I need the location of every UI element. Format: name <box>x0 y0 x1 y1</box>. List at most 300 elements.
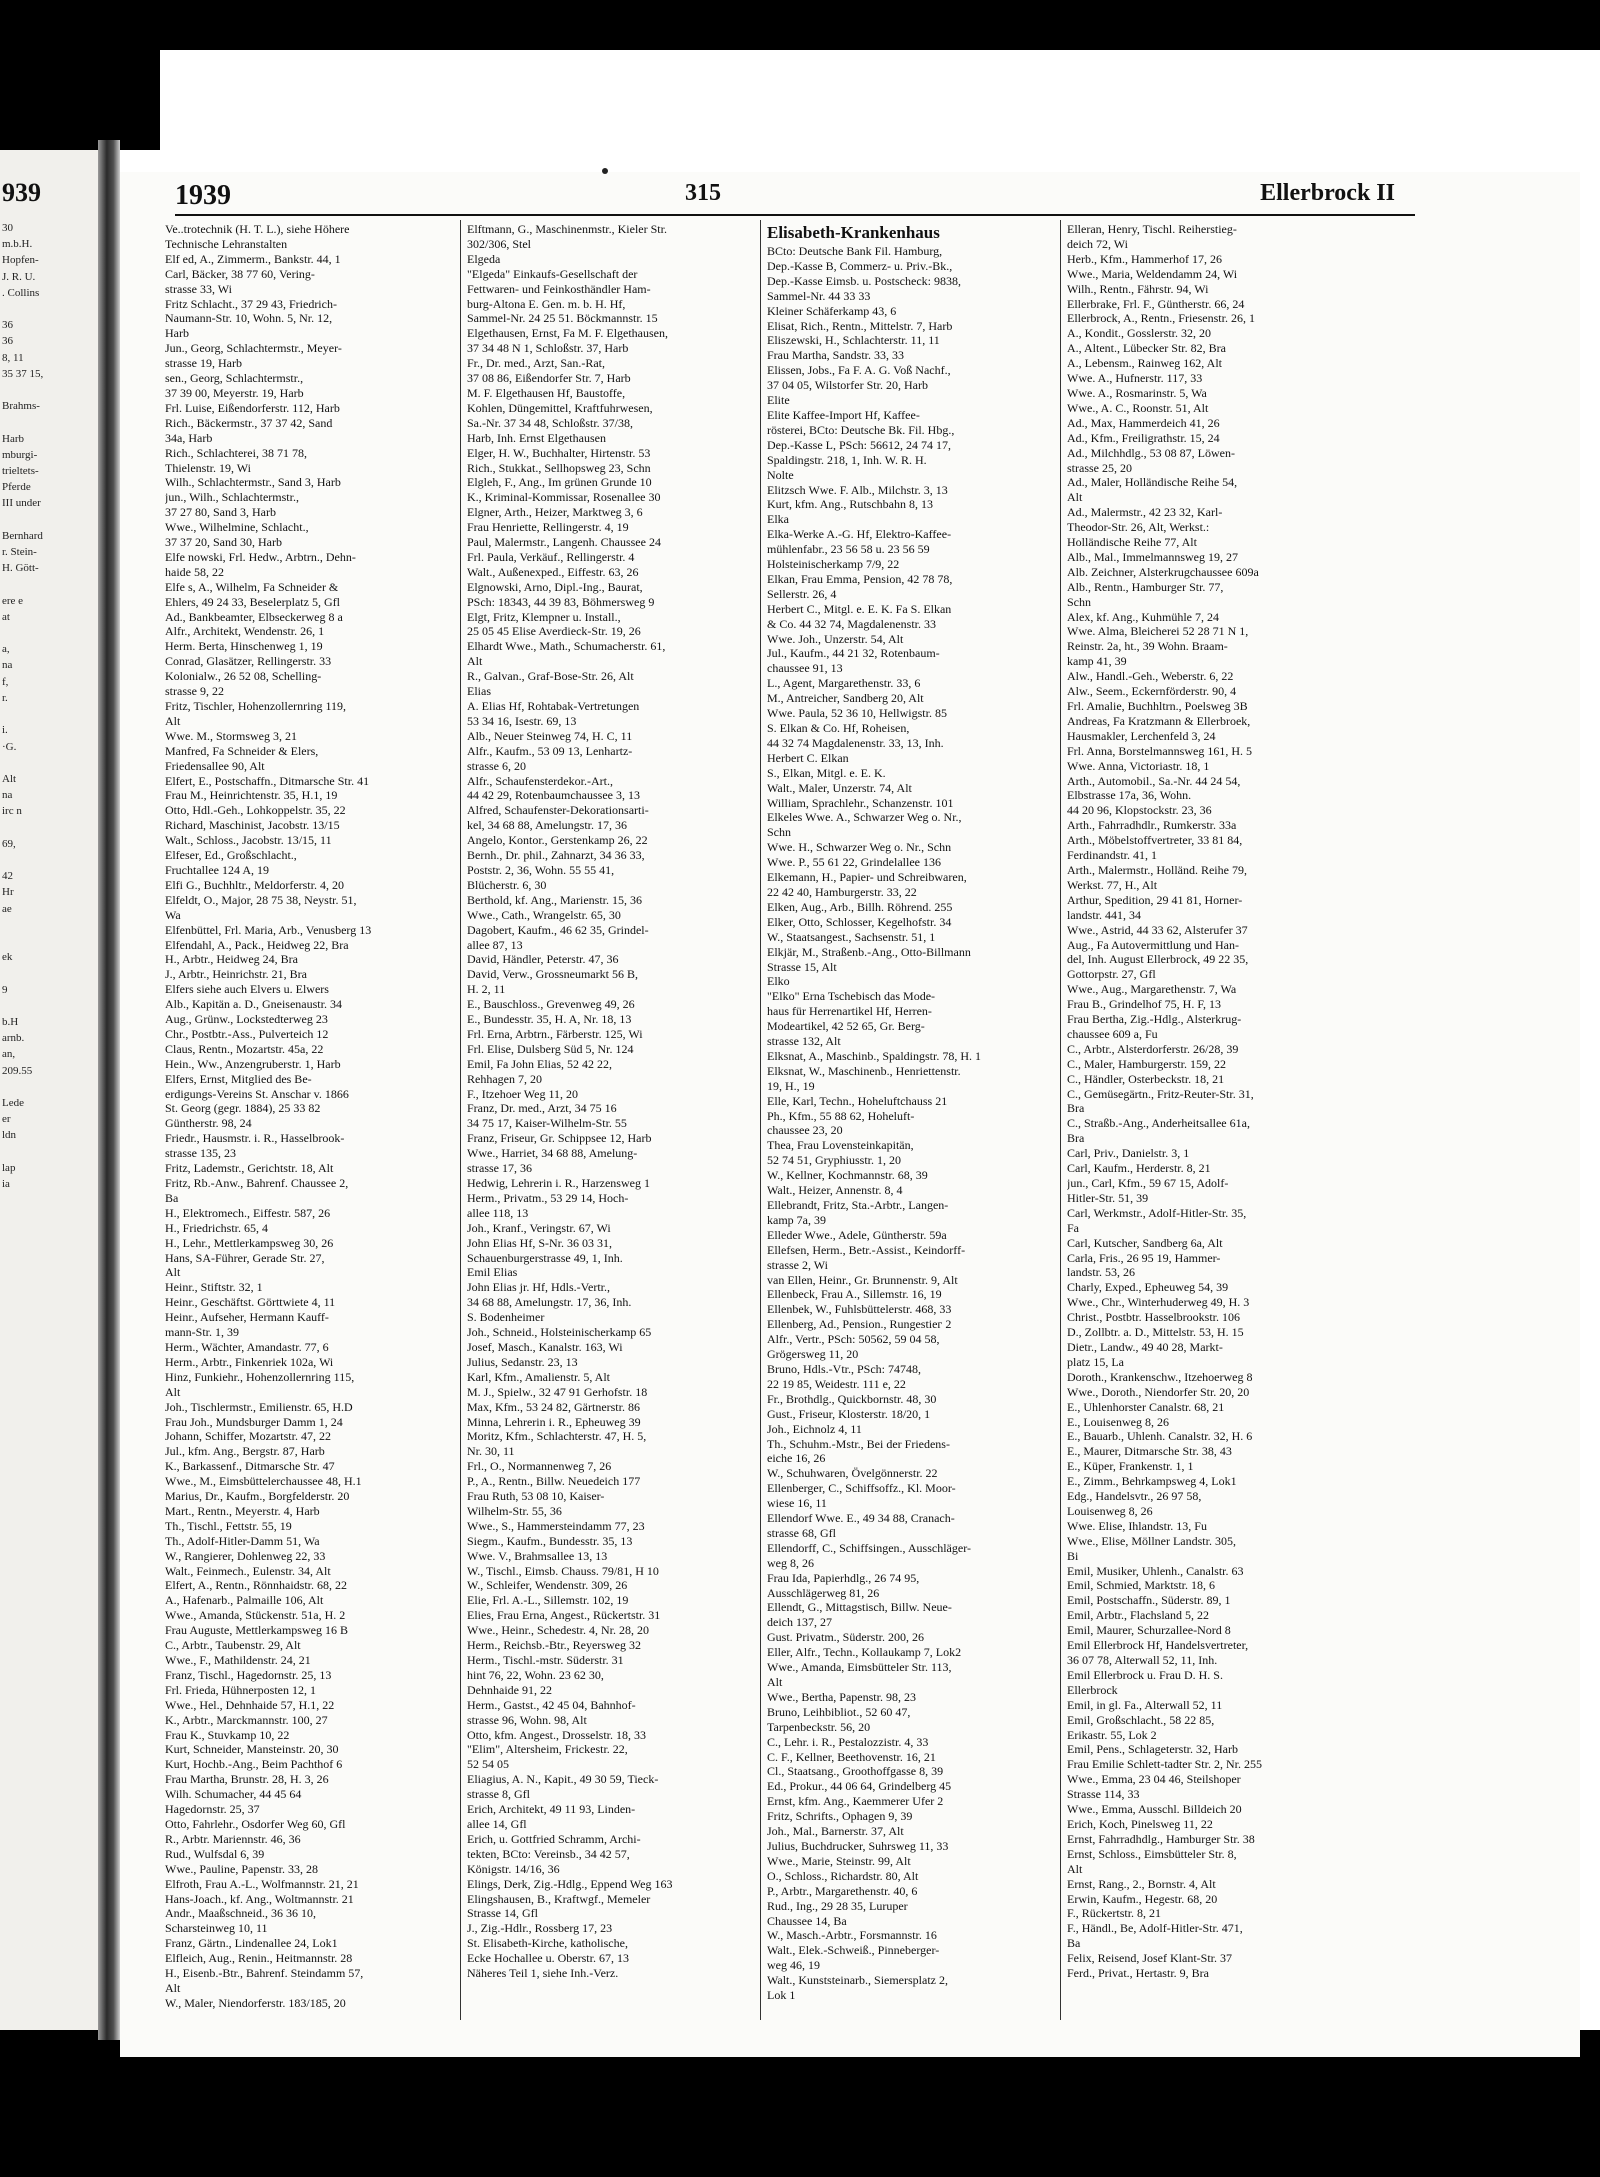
directory-entry-line: Elfe nowski, Frl. Hedw., Arbtrn., Dehn- <box>165 549 356 564</box>
directory-entry-line: Ellendorf Wwe. E., 49 34 88, Cranach- <box>767 1511 955 1526</box>
directory-entry-line: Bra <box>1067 1101 1085 1116</box>
directory-entry-line: Ed., Prokur., 44 06 64, Grindelberg 45 <box>767 1779 952 1794</box>
directory-entry-line: Elitzsch Wwe. F. Alb., Milchstr. 3, 13 <box>767 482 948 497</box>
directory-entry-line: Lok 1 <box>767 1988 796 2003</box>
directory-entry-line: 37 27 80, Sand 3, Harb <box>165 505 276 520</box>
prev-page-line <box>2 933 98 949</box>
directory-entry-line: strasse 2, Wi <box>767 1257 828 1272</box>
directory-entry-line: jun., Wilh., Schlachtermstr., <box>165 490 299 505</box>
directory-entry-line: Elgethausen, Ernst, Fa M. F. Elgethausen, <box>467 326 669 341</box>
directory-entry-line: Johann, Schiffer, Mozartstr. 47, 22 <box>165 1429 331 1444</box>
directory-entry-line: 302/306, Stel <box>467 236 532 251</box>
prev-page-line: ·G. <box>2 740 17 753</box>
directory-entry-line: Friedr., Hausmstr. i. R., Hasselbrook- <box>165 1131 345 1146</box>
directory-entry-line: landstr. 53, 26 <box>1067 1265 1135 1280</box>
directory-entry-line: chaussee 609 a, Fu <box>1067 1026 1158 1041</box>
directory-entry-line: Strasse 15, Alt <box>767 959 837 974</box>
directory-entry-line: Elger, H. W., Buchhalter, Hirtenstr. 53 <box>467 445 651 460</box>
directory-entry-line: Frl. Amalie, Buchhltrn., Poelsweg 3B <box>1067 699 1248 713</box>
directory-entry-line: Ellerbrock <box>1067 1682 1118 1697</box>
directory-entry-line: Elgleh, F., Ang., Im grünen Grunde 10 <box>467 475 652 490</box>
directory-entry-line: Fritz, Schrifts., Ophagen 9, 39 <box>767 1809 913 1824</box>
directory-entry-line: David, Händler, Peterstr. 47, 36 <box>467 952 619 967</box>
directory-entry-line: Ellefsen, Herm., Betr.-Assist., Keindorff- <box>767 1242 966 1257</box>
directory-entry-line: Cl., Staatsang., Groothoffgasse 8, 39 <box>767 1764 944 1779</box>
directory-entry-line: Carl, Kutscher, Sandberg 6a, Alt <box>1067 1235 1223 1250</box>
directory-entry-line: "Elim", Altersheim, Frickestr. 22, <box>467 1742 628 1757</box>
prev-page-line <box>2 917 98 933</box>
directory-entry-line: Herbert C., Mitgl. e. E. K. Fa S. Elkan <box>767 601 952 616</box>
prev-page-line: 35 37 15, <box>2 367 44 380</box>
directory-entry-line: Elie, Frl. A.-L., Sillemstr. 102, 19 <box>467 1593 629 1608</box>
directory-entry-line: rösterei, BCto: Deutsche Bk. Fil. Hbg., <box>767 422 955 437</box>
directory-entry-line: Blücherstr. 6, 30 <box>467 877 547 892</box>
directory-entry-line: platz 15, La <box>1067 1354 1124 1369</box>
directory-entry-line: W., Rangierer, Dohlenweg 22, 33 <box>165 1548 326 1563</box>
directory-entry-line: Ba <box>1067 1936 1081 1951</box>
directory-entry-line: Ellendt, G., Mittagstisch, Billw. Neue- <box>767 1600 952 1615</box>
directory-entry-line: Bi <box>1067 1548 1079 1563</box>
directory-entry-line: Wwe., Wilhelmine, Schlacht., <box>165 520 309 535</box>
directory-entry-line: Emil Elias <box>467 1265 518 1280</box>
directory-entry-line: K., Kriminal-Kommissar, Rosenallee 30 <box>467 490 661 505</box>
directory-entry-line: Otto, Hdl.-Geh., Lohkoppelstr. 35, 22 <box>165 803 346 818</box>
prev-page-line: Bernhard <box>2 529 43 542</box>
directory-entry-line: S. Bodenheimer <box>467 1310 545 1325</box>
prev-page-line: r. <box>2 691 8 704</box>
directory-entry-line: Alt <box>165 1384 181 1399</box>
directory-entry-line: 37 04 05, Wilstorfer Str. 20, Harb <box>767 378 928 393</box>
directory-entry-line: Frl. Elise, Dulsberg Süd 5, Nr. 124 <box>467 1041 634 1056</box>
directory-entry-line: Elfleich, Aug., Renin., Heitmannstr. 28 <box>165 1951 353 1966</box>
directory-entry-line: wiese 16, 11 <box>767 1496 827 1511</box>
directory-entry-line: Christ., Postbtr. Hasselbrookstr. 106 <box>1067 1310 1241 1325</box>
directory-entry-line: R., Galvan., Graf-Bose-Str. 26, Alt <box>467 669 634 684</box>
directory-entry-line: W., Tischl., Eimsb. Chauss. 79/81, H 10 <box>467 1563 659 1578</box>
prev-page-line: er <box>2 1113 11 1126</box>
directory-entry-line: 34 68 88, Amelungstr. 17, 36, Inh. <box>467 1295 632 1310</box>
directory-entry-line: Ferd., Privat., Hertastr. 9, Bra <box>1067 1966 1209 1981</box>
directory-entry-line: Schn <box>767 825 791 840</box>
directory-entry-line: Franz, Friseur, Gr. Schippsee 12, Harb <box>467 1131 652 1146</box>
directory-entry-line: Elias <box>467 684 491 699</box>
directory-entry-line: M., Antreicher, Sandberg 20, Alt <box>767 691 924 706</box>
directory-entry-line: W., Maler, Niendorferstr. 183/185, 20 <box>165 1995 346 2010</box>
directory-entry-line: 22 42 40, Hamburgerstr. 33, 22 <box>767 884 917 899</box>
directory-entry-line: Elfeldt, O., Major, 28 75 38, Neystr. 51, <box>165 892 357 907</box>
prev-page-line <box>2 706 98 722</box>
directory-entry-line: Alt <box>1067 490 1083 505</box>
directory-entry-line: Elite Kaffee-Import Hf, Kaffee- <box>767 407 920 422</box>
directory-entry-line: Elkemann, H., Papier- und Schreibwaren, <box>767 870 967 885</box>
directory-entry-line: Holsteinischerkamp 7/9, 22 <box>767 557 900 572</box>
directory-entry-line: Gust. Privatm., Süderstr. 200, 26 <box>767 1630 925 1645</box>
directory-entry-line: Louisenweg 8, 26 <box>1067 1503 1153 1518</box>
directory-entry-line: Elfeser, Ed., Großschlacht., <box>165 848 297 863</box>
directory-entry-line: 44 32 74 Magdalenenstr. 33, 13, Inh. <box>767 735 944 750</box>
directory-entry-line: W., Schuhwaren, Övelgönnerstr. 22 <box>767 1466 938 1481</box>
directory-entry-line: H., Friedrichstr. 65, 4 <box>165 1220 268 1235</box>
prev-page-line: ere e <box>2 594 24 607</box>
directory-page <box>120 172 1580 2057</box>
directory-entry-line: Elgnowski, Arno, Dipl.-Ing., Baurat, <box>467 579 643 594</box>
directory-entry-line: Elite <box>767 393 790 408</box>
directory-entry-line: chaussee 23, 20 <box>767 1123 843 1138</box>
directory-entry-line: E., Uhlenhorster Canalstr. 68, 21 <box>1067 1399 1225 1414</box>
directory-entry-line: Ad., Kfm., Freiligrathstr. 15, 24 <box>1067 430 1220 445</box>
directory-entry-line: C., Arbtr., Taubenstr. 29, Alt <box>165 1638 301 1653</box>
prev-page-line: lap <box>2 1161 16 1174</box>
directory-entry-line: kamp 41, 39 <box>1067 654 1127 669</box>
directory-entry-line: Wwe., A. C., Roonstr. 51, Alt <box>1067 400 1209 415</box>
directory-entry-line: Wwe., Marie, Steinstr. 99, Alt <box>767 1853 911 1868</box>
directory-entry-line: Rich., Stukkat., Sellhopsweg 23, Schn <box>467 460 651 475</box>
directory-entry-line: Frl. Paula, Verkäuf., Rellingerstr. 4 <box>467 549 635 564</box>
directory-entry-line: allee 118, 13 <box>467 1205 529 1220</box>
directory-entry-line: Doroth., Krankenschw., Itzehoerweg 8 <box>1067 1369 1253 1384</box>
directory-entry-line: Wwe. Paula, 52 36 10, Hellwigstr. 85 <box>767 706 947 721</box>
directory-entry-line: Elgt, Fritz, Klempner u. Install., <box>467 609 621 624</box>
directory-entry-line: 37 39 00, Meyerstr. 19, Harb <box>165 385 304 400</box>
directory-entry-line: Königstr. 14/16, 36 <box>467 1861 560 1876</box>
directory-entry-line: Ernst, Fahrradhdlg., Hamburger Str. 38 <box>1067 1831 1255 1846</box>
directory-entry-line: kel, 34 68 88, Amelungstr. 17, 36 <box>467 818 627 833</box>
prev-page-line: 8, 11 <box>2 351 24 364</box>
prev-page-line: ldn <box>2 1129 17 1142</box>
prev-page-line <box>2 1144 98 1160</box>
directory-entry-line: Herbert C. Elkan <box>767 750 849 765</box>
directory-entry-line: Emil, Maurer, Schurzallee-Nord 8 <box>1067 1623 1231 1638</box>
directory-entry-line: Gust., Friseur, Klosterstr. 18/20, 1 <box>767 1406 931 1421</box>
directory-entry-line: mühlenfabr., 23 56 58 u. 23 56 59 <box>767 542 930 557</box>
directory-entry-line: Aug., Fa Autovermittlung und Han- <box>1067 937 1239 952</box>
directory-entry-line: Alfred, Schaufenster-Dekorationsarti- <box>467 803 649 818</box>
directory-entry-line: Alt <box>165 1265 181 1280</box>
directory-entry-line: Gottorpstr. 27, Gfl <box>1067 967 1156 982</box>
directory-entry-line: A., Lebensm., Rainweg 162, Alt <box>1067 356 1222 371</box>
directory-entry-line: Wwe. V., Brahmsallee 13, 13 <box>467 1548 608 1563</box>
directory-entry-line: Ellerbrock, A., Rentn., Friesenstr. 26, 1 <box>1067 311 1255 326</box>
directory-entry-line: 34 75 17, Kaiser-Wilhelm-Str. 55 <box>467 1116 627 1131</box>
prev-page-line: ae <box>2 902 12 915</box>
directory-entry-line: Elksnat, W., Maschinenb., Henriettenstr. <box>767 1063 961 1078</box>
directory-entry-line: Wwe. A., Rosmarinstr. 5, Wa <box>1067 385 1207 400</box>
directory-entry-line: strasse 17, 36 <box>467 1161 532 1176</box>
directory-entry-line: Ellenberger, C., Schiffsoffz., Kl. Moor- <box>767 1481 956 1496</box>
directory-entry-line: Eliszewski, H., Schlachterstr. 11, 11 <box>767 333 940 348</box>
directory-entry-line: P., Arbtr., Margarethenstr. 40, 6 <box>767 1883 918 1898</box>
directory-entry-line: Elleran, Henry, Tischl. Reiherstieg- <box>1067 222 1237 236</box>
directory-entry-line: 44 42 29, Rotenbaumchaussee 3, 13 <box>467 788 640 803</box>
directory-entry-line: Strasse 114, 33 <box>1067 1787 1140 1802</box>
directory-entry-line: Kohlen, Düngemittel, Kraftfuhrwesen, <box>467 400 653 415</box>
directory-entry-line: Alfr., Kaufm., 53 09 13, Lenhartz- <box>467 743 633 758</box>
directory-entry-line: Carl, Priv., Danielstr. 3, 1 <box>1067 1146 1190 1161</box>
directory-entry-line: H., Arbtr., Heidweg 24, Bra <box>165 952 298 967</box>
directory-entry-line: 52 74 51, Gryphiusstr. 1, 20 <box>767 1153 902 1168</box>
directory-entry-line: Elfert, E., Postschaffn., Ditmarsche Str. 41 <box>165 773 370 788</box>
directory-entry-line: 44 20 96, Klopstockstr. 23, 36 <box>1067 803 1212 818</box>
directory-entry-line: Elkan, Frau Emma, Pension, 42 78 78, <box>767 571 953 586</box>
directory-entry-line: Technische Lehranstalten <box>165 236 288 251</box>
directory-entry-line: Conrad, Glasätzer, Rellingerstr. 33 <box>165 654 332 669</box>
directory-entry-line: Joh., Kranf., Veringstr. 67, Wi <box>467 1220 611 1235</box>
prev-page-line <box>2 852 98 868</box>
directory-entry-line: W., Schleifer, Wendenstr. 309, 26 <box>467 1578 628 1593</box>
directory-entry-line: 53 34 16, Isestr. 69, 13 <box>467 713 577 728</box>
directory-entry-line: Wwe., Harriet, 34 68 88, Amelung- <box>467 1146 638 1161</box>
directory-entry-line: Elken, Aug., Arb., Billh. Röhrend. 255 <box>767 899 953 914</box>
directory-entry-line: strasse 132, Alt <box>767 1034 841 1049</box>
directory-entry-line: Richard, Maschinist, Jacobstr. 13/15 <box>165 818 340 833</box>
directory-entry-line: Bra <box>1067 1131 1085 1146</box>
column-divider <box>1060 220 1061 2020</box>
directory-entry-line: C., Gemüsegärtn., Fritz-Reuter-Str. 31, <box>1067 1086 1254 1101</box>
directory-entry-line: Elfenbüttel, Frl. Maria, Arb., Venusberg 13 <box>165 922 372 937</box>
directory-entry-line: Frau M., Heinrichtenstr. 35, H.1, 19 <box>165 788 338 803</box>
directory-entry-line: Bernh., Dr. phil., Zahnarzt, 34 36 33, <box>467 848 645 863</box>
prev-page-line: ia <box>2 1177 10 1190</box>
column-3 <box>767 222 1055 2022</box>
directory-entry-line: Moritz, Kfm., Schlachterstr. 47, H. 5, <box>467 1429 647 1444</box>
directory-entry-line: Elfe s, A., Wilhelm, Fa Schneider & <box>165 579 339 594</box>
prev-page-line <box>2 965 98 981</box>
directory-entry-line: Emil, Musiker, Uhlenh., Canalstr. 63 <box>1067 1563 1244 1578</box>
directory-entry-line: E., Maurer, Ditmarsche Str. 38, 43 <box>1067 1444 1232 1459</box>
directory-entry-line: E., Bauarb., Uhlenh. Canalstr. 32, H. 6 <box>1067 1429 1253 1444</box>
directory-entry-line: Heinr., Aufseher, Hermann Kauff- <box>165 1310 329 1325</box>
directory-entry-line: strasse 8, Gfl <box>467 1787 530 1802</box>
directory-entry-line: strasse 96, Wohn. 98, Alt <box>467 1712 587 1727</box>
directory-entry-line: Erwin, Kaufm., Hegestr. 68, 20 <box>1067 1891 1218 1906</box>
directory-entry-line: strasse 19, Harb <box>165 356 242 371</box>
directory-entry-line: Güntherstr. 98, 24 <box>165 1116 252 1131</box>
directory-entry-line: Ad., Max, Hammerdeich 41, 26 <box>1067 415 1220 430</box>
directory-entry-line: Eliagius, A. N., Kapit., 49 30 59, Tieck- <box>467 1772 659 1787</box>
directory-entry-line: Walt., Feinmech., Eulenstr. 34, Alt <box>165 1563 331 1578</box>
directory-entry-line: Frl. Luise, Eißendorferstr. 112, Harb <box>165 400 340 415</box>
directory-entry-line: Wwe., Emma, Ausschl. Billdeich 20 <box>1067 1802 1242 1817</box>
directory-entry-line: Ad., Malermstr., 42 23 32, Karl- <box>1067 505 1223 520</box>
directory-entry-line: Elfers, Ernst, Mitglied des Be- <box>165 1071 312 1086</box>
directory-entry-line: Heinr., Stiftstr. 32, 1 <box>165 1280 263 1295</box>
directory-entry-line: Ecke Hochallee u. Oberstr. 67, 13 <box>467 1951 629 1966</box>
directory-entry-line: Elgner, Arth., Heizer, Marktweg 3, 6 <box>467 505 643 520</box>
directory-entry-line: Otto, Fahrlehr., Osdorfer Weg 60, Gfl <box>165 1816 346 1831</box>
directory-entry-line: Frau Henriette, Rellingerstr. 4, 19 <box>467 520 629 535</box>
directory-entry-line: Ellenberg, Ad., Pension., Rungestiег 2 <box>767 1317 952 1332</box>
directory-entry-line: E., Bauschloss., Grevenweg 49, 26 <box>467 997 635 1012</box>
directory-entry-line: 37 08 86, Eißendorfer Str. 7, Harb <box>467 371 631 386</box>
directory-entry-line: haide 58, 22 <box>165 564 224 579</box>
prev-page-line: 9 <box>2 983 8 996</box>
directory-entry-line: Arthur, Spedition, 29 41 81, Horner- <box>1067 892 1243 907</box>
directory-entry-line: Joh., Eichnolz 4, 11 <box>767 1421 862 1436</box>
directory-entry-line: Wwe., Doroth., Niendorfer Str. 20, 20 <box>1067 1384 1250 1399</box>
directory-entry-line: H., Elektromech., Eiffestr. 587, 26 <box>165 1205 331 1220</box>
directory-entry-line: Elka-Werke A.-G. Hf, Elektro-Kaffee- <box>767 527 952 542</box>
directory-entry-line: Ba <box>165 1190 179 1205</box>
directory-entry-line: Erich, Architekt, 49 11 93, Linden- <box>467 1802 636 1817</box>
directory-entry-line: chaussee 91, 13 <box>767 661 843 676</box>
directory-entry-line: Ellendorff, C., Schiffsingen., Ausschläger- <box>767 1540 971 1555</box>
directory-entry-line: 37 34 48 N 1, Schloßstr. 37, Harb <box>467 341 629 356</box>
directory-entry-line: Wwe., Pauline, Papenstr. 33, 28 <box>165 1861 318 1876</box>
directory-entry-line: Alfr., Vertr., PSch: 50562, 59 04 58, <box>767 1332 940 1347</box>
directory-entry-line: Frau Martha, Brunstr. 28, H. 3, 26 <box>165 1772 329 1787</box>
directory-entry-line: Elkeles Wwe. A., Schwarzer Weg o. Nr., <box>767 810 962 825</box>
directory-entry-line: Wa <box>165 907 181 922</box>
directory-entry-line: jun., Carl, Kfm., 59 67 15, Adolf- <box>1067 1176 1229 1190</box>
directory-entry-line: A., Altent., Lübecker Str. 82, Bra <box>1067 341 1226 356</box>
directory-entry-line: 36 07 78, Alterwall 52, 11, Inh. <box>1067 1653 1218 1667</box>
directory-entry-line: Emil Ellerbrock Hf, Handelsvertreter, <box>1067 1638 1249 1653</box>
directory-entry-line: Andreas, Fa Kratzmann & Ellerbroek, <box>1067 713 1251 728</box>
directory-entry-line: M. J., Spielw., 32 47 91 Gerhofstr. 18 <box>467 1384 648 1399</box>
directory-entry-line: E., Louisenweg 8, 26 <box>1067 1414 1169 1429</box>
directory-entry-line: St. Georg (gegr. 1884), 25 33 82 <box>165 1101 321 1116</box>
directory-entry-line: strasse 135, 23 <box>165 1146 236 1161</box>
directory-entry-line: Carl, Kaufm., Herderstr. 8, 21 <box>1067 1161 1211 1176</box>
directory-entry-line: Berthold, kf. Ang., Marienstr. 15, 36 <box>467 892 642 907</box>
prev-page-line: Hr <box>2 886 14 899</box>
directory-entry-line: Holländische Reihe 77, Alt <box>1067 535 1197 550</box>
directory-entry-line: Ellenbek, W., Fuhlsbüttelerstr. 468, 33 <box>767 1302 952 1317</box>
directory-entry-line: "Elko" Erna Tschebisch das Mode- <box>767 989 936 1004</box>
directory-entry-line: Alex, kf. Ang., Kuhmühle 7, 24 <box>1067 609 1219 624</box>
directory-entry-line: sen., Georg, Schlachtermstr., <box>165 371 304 386</box>
prev-page-line: 69, <box>2 837 16 850</box>
directory-entry-line: Wwe., Astrid, 44 33 62, Alsterufer 37 <box>1067 922 1248 937</box>
directory-entry-line: Alb., Neuer Steinweg 74, H. C, 11 <box>467 728 633 743</box>
directory-entry-line: Wwe. A., Hufnerstr. 117, 33 <box>1067 371 1203 386</box>
directory-entry-line: Elissen, Jobs., Fa F. A. G. Voß Nachf., <box>767 363 951 378</box>
directory-entry-line: A. Elias Hf, Rohtabak-Vertretungen <box>467 699 640 713</box>
directory-entry-line: Wwe., Hel., Dehnhaide 57, H.1, 22 <box>165 1697 335 1712</box>
directory-entry-line: Jul., kfm. Ang., Bergstr. 87, Harb <box>165 1444 325 1459</box>
directory-entry-line: Thielenstr. 19, Wi <box>165 460 251 475</box>
prev-page-line: 36 <box>2 335 13 348</box>
prev-page-text <box>2 220 98 1192</box>
directory-entry-line: & Co. 44 32 74, Magdalenenstr. 33 <box>767 616 936 631</box>
directory-entry-line: Andr., Maaßschneid., 36 36 10, <box>165 1906 316 1921</box>
directory-entry-line: Wwe., Amanda, Eimsbütteler Str. 113, <box>767 1660 952 1675</box>
prev-page-line <box>2 414 98 430</box>
directory-entry-line: Angelo, Kontor., Gerstenkamp 26, 22 <box>467 833 648 848</box>
directory-entry-line: Th., Adolf-Hitler-Damm 51, Wa <box>165 1533 320 1548</box>
directory-entry-line: C., Arbtr., Alsterdorferstr. 26/28, 39 <box>1067 1041 1239 1056</box>
prev-page-line: irc n <box>2 805 22 818</box>
prev-page-line: an, <box>2 1048 16 1061</box>
directory-entry-line: Modeartikel, 42 52 65, Gr. Berg- <box>767 1019 925 1034</box>
directory-entry-line: Bruno, Hdls.-Vtr., PSch: 74748, <box>767 1361 922 1376</box>
directory-entry-line: Carla, Fris., 26 95 19, Hammer- <box>1067 1250 1221 1265</box>
directory-entry-line: Ellebrandt, Fritz, Sta.-Arbtr., Langen- <box>767 1198 949 1212</box>
directory-entry-line: Frau Bertha, Zig.-Hdlg., Alsterkrug- <box>1067 1012 1242 1027</box>
directory-entry-line: Emil, Schmied, Marktstr. 18, 6 <box>1067 1578 1215 1593</box>
directory-entry-line: Hein., Ww., Anzengruberstr. 1, Harb <box>165 1056 341 1071</box>
directory-entry-line: deich 72, Wi <box>1067 236 1128 251</box>
directory-entry-line: Alfr., Architekt, Wendenstr. 26, 1 <box>165 624 325 639</box>
directory-entry-line: Harb, Inh. Ernst Elgethausen <box>467 430 606 445</box>
directory-entry-line: Hagedornstr. 25, 37 <box>165 1802 260 1817</box>
directory-entry-line: Frl., O., Normannenweg 7, 26 <box>467 1459 612 1474</box>
prev-page-line: na <box>2 659 13 672</box>
directory-entry-line: Alb., Mal., Immelmannsweg 19, 27 <box>1067 549 1238 564</box>
directory-entry-line: Emil, in gl. Fa., Alterwall 52, 11 <box>1067 1697 1223 1712</box>
directory-entry-line: 25 05 45 Elise Averdieck-Str. 19, 26 <box>467 624 641 639</box>
directory-entry-line: Chr., Postbtr.-Ass., Pulverteich 12 <box>165 1026 329 1041</box>
directory-entry-line: Ellerbrake, Frl. F., Güntherstr. 66, 24 <box>1067 296 1245 311</box>
directory-entry-line: Wwe. H., Schwarzer Weg o. Nr., Schn <box>767 840 952 855</box>
directory-entry-line: C., Maler, Hamburgerstr. 159, 22 <box>1067 1056 1226 1071</box>
directory-entry-line: strasse 25, 20 <box>1067 460 1132 475</box>
directory-entry-line: E., Bundesstr. 35, H. A, Nr. 18, 13 <box>467 1012 632 1027</box>
directory-entry-line: Elings, Derk, Zig.-Hdlg., Eppend Weg 163 <box>467 1876 673 1891</box>
directory-entry-line: Wwe., Bertha, Papenstr. 98, 23 <box>767 1689 916 1704</box>
directory-entry-line: Elfendahl, A., Pack., Heidweg 22, Bra <box>165 937 349 952</box>
directory-entry-line: Fettwaren- und Feinkosthändler Ham- <box>467 281 651 296</box>
directory-entry-line: W., Kellner, Kochmannstr. 68, 39 <box>767 1168 928 1183</box>
directory-entry-line: Emil Ellerbrock u. Frau D. H. S. <box>1067 1667 1223 1682</box>
prev-page-line: Alt <box>2 772 17 785</box>
directory-entry-line: Josef, Masch., Kanalstr. 163, Wi <box>467 1339 623 1354</box>
prev-page-line: J. R. U. <box>2 270 36 283</box>
directory-entry-line: Kleiner Schäferkamp 43, 6 <box>767 303 897 318</box>
directory-entry-line: Dep.-Kasse B, Commerz- u. Priv.-Bk., <box>767 258 953 273</box>
directory-entry-line: Emil, Fa John Elias, 52 42 22, <box>467 1056 612 1071</box>
prev-page-line: Hopfen- <box>2 254 39 267</box>
directory-entry-line: Felix, Reisend, Josef Klant-Str. 37 <box>1067 1951 1232 1966</box>
directory-entry-line: Carl, Werkmstr., Adolf-Hitler-Str. 35, <box>1067 1205 1247 1220</box>
directory-entry-line: Heinr., Geschäftst. Görttwiete 4, 11 <box>165 1295 336 1310</box>
directory-entry-line: Wilh., Schlachtermstr., Sand 3, Harb <box>165 475 341 490</box>
directory-entry-line: Elfroth, Frau A.-L., Wolfmannstr. 21, 21 <box>165 1876 359 1891</box>
directory-entry-line: Elksnat, A., Maschinb., Spaldingstr. 78, H. 1 <box>767 1048 981 1063</box>
directory-entry-line: Wwe., Amanda, Stückenstr. 51a, H. 2 <box>165 1608 346 1623</box>
directory-entry-line: Wwe., Emma, 23 04 46, Steilshoper <box>1067 1772 1241 1787</box>
directory-entry-line: Joh., Mal., Barnerstr. 37, Alt <box>767 1824 904 1839</box>
directory-entry-line: John Elias jr. Hf, Hdls.-Vertr., <box>467 1280 610 1295</box>
directory-entry-line: Paul, Malermstr., Langenh. Chaussee 24 <box>467 535 661 550</box>
directory-entry-line: Strasse 14, Gfl <box>467 1906 538 1921</box>
prev-page-line: ek <box>2 951 13 964</box>
directory-entry-line: Alb., Kapitän a. D., Gneisenaustr. 34 <box>165 997 342 1012</box>
directory-entry-line: Elf ed, A., Zimmerm., Bankstr. 44, 1 <box>165 251 341 266</box>
directory-entry-line: D., Zollbtr. a. D., Mittelstr. 53, H. 15 <box>1067 1325 1244 1340</box>
scan-border-top <box>0 0 1600 50</box>
directory-entry-line: Walt., Außenexped., Eiffestr. 63, 26 <box>467 564 639 579</box>
running-title: Ellerbrock II <box>1260 180 1395 206</box>
directory-entry-line: Wwe., Elise, Möllner Landstr. 305, <box>1067 1533 1236 1548</box>
directory-entry-line: Kurt, Schneider, Mansteinstr. 20, 30 <box>165 1742 339 1757</box>
directory-entry-line: Spaldingstr. 218, 1, Inh. W. R. H. <box>767 452 927 467</box>
directory-entry-line: Wwe., Cath., Wrangelstr. 65, 30 <box>467 907 621 922</box>
prev-page-line: at <box>2 610 10 623</box>
directory-entry-line: Frl. Anna, Borstelmannsweg 161, H. 5 <box>1067 743 1252 758</box>
directory-entry-line: "Elgeda" Einkaufs-Gesellschaft der <box>467 266 638 281</box>
directory-entry-line: Wwe. Joh., Unzerstr. 54, Alt <box>767 631 904 646</box>
directory-entry-line: Elfert, A., Rentn., Rönnhaidstr. 68, 22 <box>165 1578 347 1593</box>
directory-entry-line: Arth., Automobil., Sa.-Nr. 44 24 54, <box>1067 773 1241 788</box>
directory-entry-line: Schn <box>1067 594 1091 609</box>
directory-entry-line: Alt <box>165 713 181 728</box>
directory-entry-line: Herm., Reichsb.-Btr., Reyersweg 32 <box>467 1638 641 1653</box>
directory-entry-line: Eller, Alfr., Techn., Kollaukamp 7, Lok2 <box>767 1645 962 1660</box>
column-divider <box>760 220 761 2020</box>
directory-entry-line: Rud., Ing., 29 28 35, Luruper <box>767 1898 908 1913</box>
directory-entry-line: Elleder Wwe., Adele, Güntherstr. 59a <box>767 1227 947 1242</box>
